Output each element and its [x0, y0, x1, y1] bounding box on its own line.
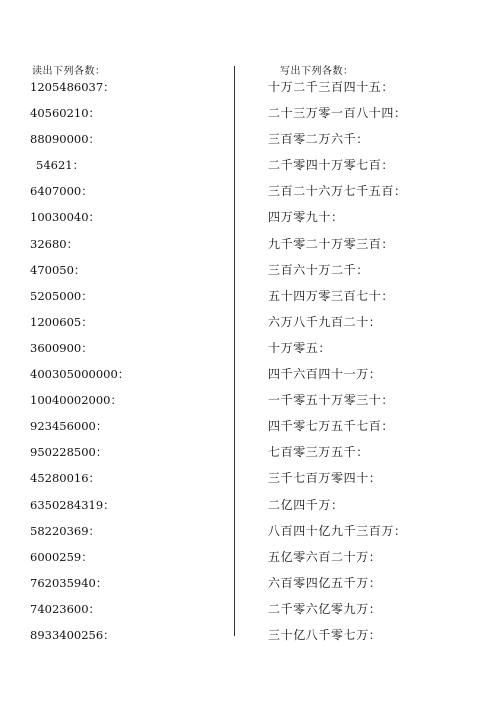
read-number-item: 1200605： [30, 314, 93, 329]
column-divider [234, 66, 235, 636]
read-number-item: 74023600： [30, 601, 101, 616]
write-number-item: 二千零四十万零七百： [268, 158, 395, 173]
read-number-item: 6407000： [30, 184, 93, 199]
write-numbers-list [260, 81, 407, 655]
write-number-item: 七百零三万五千： [268, 445, 369, 460]
read-number-item: 45280016： [30, 471, 101, 486]
write-numbers-heading: 写出下列各数： [280, 66, 354, 77]
read-number-item: 32680： [30, 236, 79, 251]
write-number-item: 四千零七万五千七百： [268, 419, 395, 434]
read-number-item: 88090000： [30, 132, 101, 147]
write-number-item: 四万零九十： [268, 210, 344, 225]
write-number-item: 十万二千三百四十五： [268, 80, 395, 94]
read-numbers-heading: 读出下列各数： [32, 66, 106, 77]
read-number-item: 400305000000： [30, 367, 130, 382]
write-number-item: 六万八千九百二十： [268, 314, 382, 329]
write-number-item: 十万零五： [268, 340, 332, 355]
write-number-item: 三千七百万零四十： [268, 471, 382, 486]
read-number-item: 6000259： [30, 549, 93, 564]
write-number-item: 一千零五十万零三十： [268, 393, 395, 408]
write-number-item: 二十三万零一百八十四： [268, 106, 407, 121]
write-number-item: 三百六十万二千： [268, 262, 369, 277]
read-numbers-list [30, 81, 129, 655]
read-number-item: 10040002000： [30, 393, 122, 408]
read-number-item: 58220369： [30, 523, 101, 538]
read-number-item: 5205000： [30, 288, 93, 303]
write-number-item: 五十四万零三百七十： [268, 288, 395, 303]
write-number-item: 八百四十亿九千三百万： [268, 523, 407, 538]
write-number-item: 九千零二十万零三百： [268, 236, 395, 251]
write-number-item: 六百零四亿五千万： [268, 575, 382, 590]
read-number-item: 762035940： [30, 575, 108, 590]
read-number-item: 950228500： [30, 445, 108, 460]
write-number-item: 二亿四千万： [268, 497, 344, 512]
read-number-item: 470050： [30, 262, 86, 277]
read-number-item: 6350284319： [30, 497, 115, 512]
write-number-item: 三百零二万六千： [268, 132, 369, 147]
write-number-item: 五亿零六百二十万： [268, 549, 382, 564]
read-number-item: 8933400256： [30, 627, 115, 642]
read-number-item: 10030040： [30, 210, 101, 225]
read-number-item: 3600900： [30, 340, 93, 355]
write-number-item: 二千零六亿零九万： [268, 601, 382, 616]
write-number-item: 三十亿八千零七万： [268, 627, 382, 642]
write-number-item: 三百二十六万七千五百： [268, 184, 407, 199]
read-number-item: 54621： [36, 158, 85, 173]
read-number-item: 40560210： [30, 106, 101, 121]
write-number-item: 四千六百四十一万： [268, 367, 382, 382]
read-number-item: 923456000： [30, 419, 108, 434]
read-number-item: 1205486037： [30, 80, 115, 94]
